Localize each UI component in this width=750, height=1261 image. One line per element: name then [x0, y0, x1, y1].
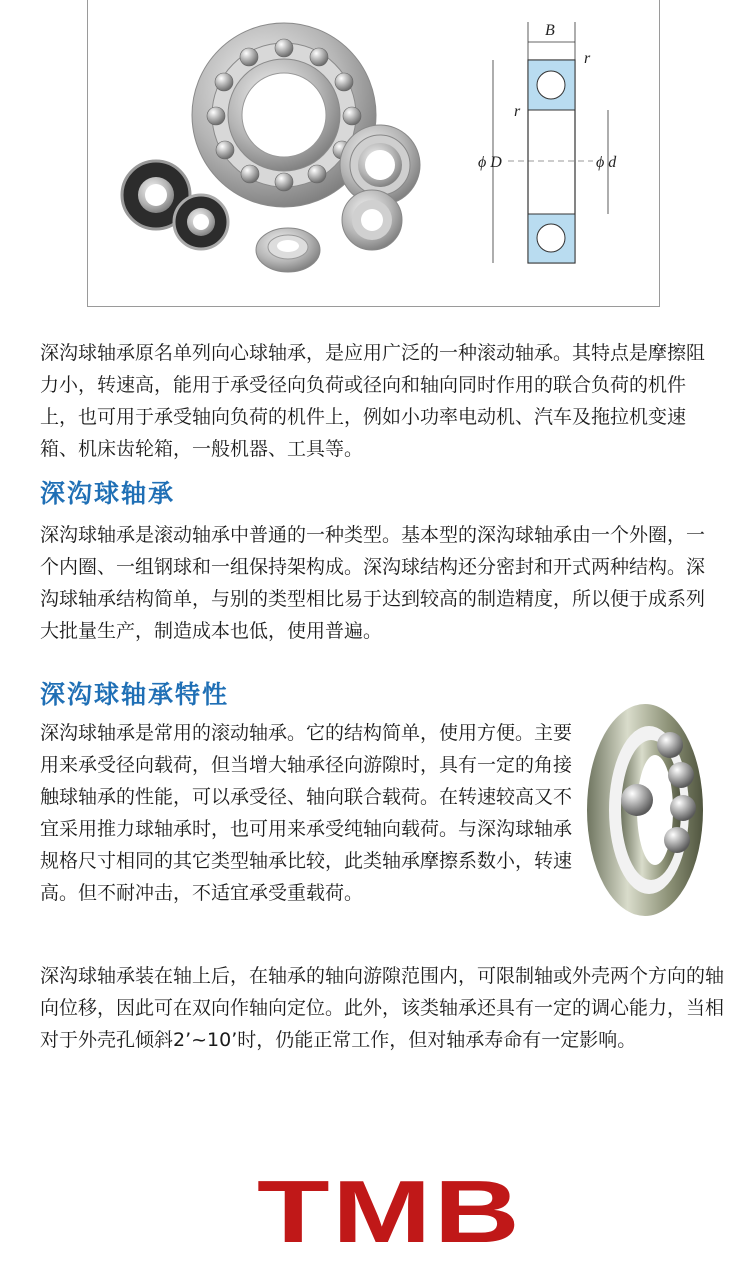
bearings-illustration [88, 0, 661, 307]
dim-label-r-top: r [584, 50, 591, 67]
closing-paragraph: 深沟球轴承装在轴上后，在轴承的轴向游隙范围内，可限制轴或外壳两个方向的轴向位移，因此可在双向作轴向定位。此外，该类轴承还具有一定的调心能力，当相对于外壳孔倾斜2’~10’时，仍能正常工作，但对轴承寿命有一定影响。 [40, 965, 725, 1051]
section-body-deep-groove: 深沟球轴承是滚动轴承中普通的一种类型。基本型的深沟球轴承由一个外圈，一个内圈、一组钢球和一组保持架构成。深沟球结构还分密封和开式两种结构。深沟球轴承结构简单，与别的类型相比易于达到较高的制造精度，所以便于成系列大批量生产，制造成本也低，使用普遍。 [40, 524, 706, 642]
brand-logo: TMB [257, 1162, 523, 1261]
open-bearing-photo-2 [342, 190, 402, 250]
dim-label-d: ϕ d [596, 154, 617, 171]
open-bearing-photo-3 [256, 228, 320, 272]
section-title-characteristics: 深沟球轴承特性 [40, 680, 230, 709]
dim-label-D: ϕ D [478, 154, 502, 171]
section-body-characteristics: 深沟球轴承是常用的滚动轴承。它的结构简单，使用方便。主要用来承受径向载荷，但当增大轴承径向游隙时，具有一定的角接触球轴承的性能，可以承受径、轴向联合载荷。在转速较高又不宜采用推力球轴承时，也可用来承受纯轴向载荷。与深沟球轴承规格尺寸相同的其它类型轴承比较，此类轴承摩擦系数小，转速高。但不耐冲击，不适宜承受重载荷。 [40, 722, 573, 904]
hero-image-panel [87, 0, 660, 307]
section-title-deep-groove: 深沟球轴承 [40, 479, 176, 508]
bearing-cutaway-image [585, 700, 707, 918]
dim-label-B: B [545, 22, 555, 39]
sealed-bearing-photo-2 [174, 195, 228, 249]
cross-section-diagram [478, 22, 617, 263]
intro-paragraph: 深沟球轴承原名单列向心球轴承，是应用广泛的一种滚动轴承。其特点是摩擦阻力小，转速高，能用于承受径向负荷或径向和轴向同时作用的联合负荷的机件上，也可用于承受轴向负荷的机件上，例如小功率电动机、汽车及拖拉机变速箱、机床齿轮箱，一般机器、工具等。 [40, 342, 706, 460]
dim-label-r-mid: r [514, 103, 521, 120]
